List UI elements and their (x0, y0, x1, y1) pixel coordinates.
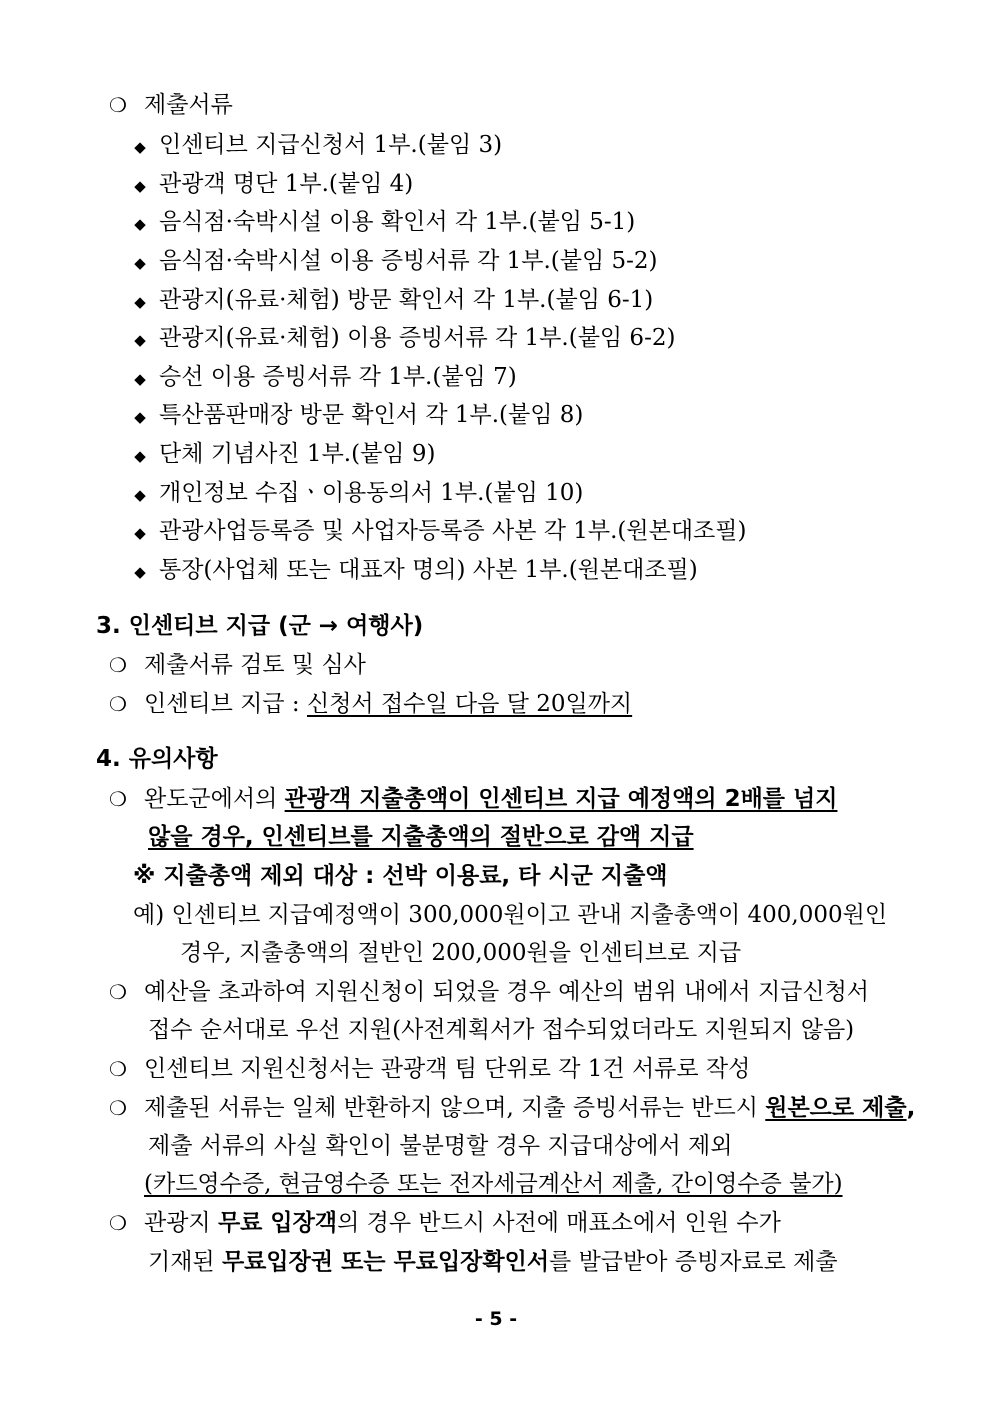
diamond-bullet-icon: ◆ (134, 177, 146, 195)
exclusion-note: ※ 지출총액 제외 대상 : 선박 이용료, 타 시군 지출액 (133, 863, 668, 889)
list-item (133, 246, 658, 278)
list-item-text: 관광지(유료·체험) 방문 확인서 각 1부.(붙임 6-1) (159, 287, 654, 313)
list-item-text: 관광사업등록증 및 사업자등록증 사본 각 1부.(원본대조필) (159, 518, 747, 544)
notice-paragraph (108, 977, 869, 1007)
notice-text: 완도군에서의 (144, 786, 285, 812)
notice-paragraph (108, 1093, 915, 1123)
circle-bullet-icon: ❍ (109, 1057, 127, 1081)
circle-bullet-icon: ❍ (109, 787, 127, 811)
notice-paragraph (108, 784, 837, 814)
notice-emphasis-text: 무료 입장객 (217, 1210, 338, 1236)
notice-emphasis-text: 관광객 지출총액이 인센티브 지급 예정액의 2배를 넘지 (284, 786, 838, 812)
list-item (133, 207, 635, 239)
payment-deadline-text: 신청서 접수일 다음 달 20일까지 (307, 691, 633, 717)
notice-paragraph (108, 1054, 750, 1084)
section-3-heading: 3. 인센티브 지급 (군 → 여행사) (96, 613, 424, 639)
list-item (133, 130, 502, 162)
list-item (133, 555, 698, 587)
notice-text: 제출된 서류는 일체 반환하지 않으며, 지출 증빙서류는 반드시 (144, 1095, 766, 1121)
notice-text: 를 발급받아 증빙자료로 제출 (549, 1249, 838, 1275)
list-item (133, 400, 583, 432)
section-3-item-text: 제출서류 검토 및 심사 (144, 652, 366, 678)
receipt-requirement-text: (카드영수증, 현금영수증 또는 전자세금계산서 제출, 간이영수증 불가) (144, 1171, 843, 1197)
circle-bullet-icon: ❍ (109, 692, 127, 716)
notice-text: 예산을 초과하여 지원신청이 되었을 경우 예산의 범위 내에서 지급신청서 (144, 979, 870, 1005)
diamond-bullet-icon: ◆ (134, 254, 146, 272)
section-3-item-text: 인센티브 지급 : (144, 691, 307, 717)
circle-bullet-icon: ❍ (109, 653, 127, 677)
list-item-text: 관광지(유료·체험) 이용 증빙서류 각 1부.(붙임 6-2) (159, 325, 676, 351)
submission-docs-title-row (108, 90, 233, 120)
notice-text: 기재된 (148, 1249, 222, 1275)
circle-bullet-icon: ❍ (109, 93, 127, 117)
list-item-text: 특산품판매장 방문 확인서 각 1부.(붙임 8) (159, 402, 584, 428)
notice-text: , (906, 1095, 916, 1121)
diamond-bullet-icon: ◆ (134, 370, 146, 388)
diamond-bullet-icon: ◆ (134, 447, 146, 465)
list-item-text: 통장(사업체 또는 대표자 명의) 사본 1부.(원본대조필) (159, 557, 698, 583)
list-item (133, 439, 435, 471)
diamond-bullet-icon: ◆ (134, 331, 146, 349)
notice-paragraph-continuation (148, 822, 694, 852)
list-item-text: 관광객 명단 1부.(붙임 4) (159, 171, 414, 197)
list-item-text: 음식점·숙박시설 이용 증빙서류 각 1부.(붙임 5-2) (159, 248, 658, 274)
page-number: - 5 - (474, 1308, 518, 1330)
section-3-item (108, 650, 366, 680)
notice-paragraph (108, 1208, 781, 1238)
notice-text: 의 경우 반드시 사전에 매표소에서 인원 수가 (337, 1210, 781, 1236)
diamond-bullet-icon: ◆ (134, 293, 146, 311)
notice-text: 인센티브 지원신청서는 관광객 팀 단위로 각 1건 서류로 작성 (144, 1056, 751, 1082)
diamond-bullet-icon: ◆ (134, 486, 146, 504)
list-item (133, 362, 517, 394)
notice-paragraph-continuation (148, 1247, 838, 1277)
section-4-heading: 4. 유의사항 (96, 746, 218, 772)
list-item-text: 승선 이용 증빙서류 각 1부.(붙임 7) (159, 364, 517, 390)
diamond-bullet-icon: ◆ (134, 138, 146, 156)
notice-paragraph-continuation: 제출 서류의 사실 확인이 불분명할 경우 지급대상에서 제외 (148, 1133, 733, 1159)
list-item (133, 323, 675, 355)
example-line: 경우, 지출총액의 절반인 200,000원을 인센티브로 지급 (180, 940, 742, 966)
list-item (133, 285, 653, 317)
diamond-bullet-icon: ◆ (134, 408, 146, 426)
circle-bullet-icon: ❍ (109, 980, 127, 1004)
list-item (133, 478, 583, 510)
diamond-bullet-icon: ◆ (134, 215, 146, 233)
circle-bullet-icon: ❍ (109, 1211, 127, 1235)
list-item-text: 단체 기념사진 1부.(붙임 9) (159, 441, 436, 467)
notice-emphasis-text: 무료입장권 또는 무료입장확인서 (221, 1249, 550, 1275)
diamond-bullet-icon: ◆ (134, 563, 146, 581)
circle-bullet-icon: ❍ (109, 1096, 127, 1120)
example-line: 예) 인센티브 지급예정액이 300,000원이고 관내 지출총액이 400,000원인 (133, 902, 888, 928)
list-item-text: 인센티브 지급신청서 1부.(붙임 3) (159, 132, 503, 158)
section-3-item (108, 689, 632, 719)
list-item (133, 516, 746, 548)
notice-paragraph-continuation: 접수 순서대로 우선 지원(사전계획서가 접수되었더라도 지원되지 않음) (148, 1017, 855, 1043)
notice-text: 관광지 (144, 1210, 218, 1236)
notice-emphasis-text: 원본으로 제출 (765, 1095, 907, 1121)
submission-docs-title: 제출서류 (144, 92, 233, 118)
list-item-text: 음식점·숙박시설 이용 확인서 각 1부.(붙임 5-1) (159, 209, 636, 235)
notice-emphasis-text: 않을 경우, 인센티브를 지출총액의 절반으로 감액 지급 (148, 824, 694, 850)
list-item (133, 169, 413, 201)
diamond-bullet-icon: ◆ (134, 524, 146, 542)
list-item-text: 개인정보 수집ㆍ이용동의서 1부.(붙임 10) (159, 480, 584, 506)
